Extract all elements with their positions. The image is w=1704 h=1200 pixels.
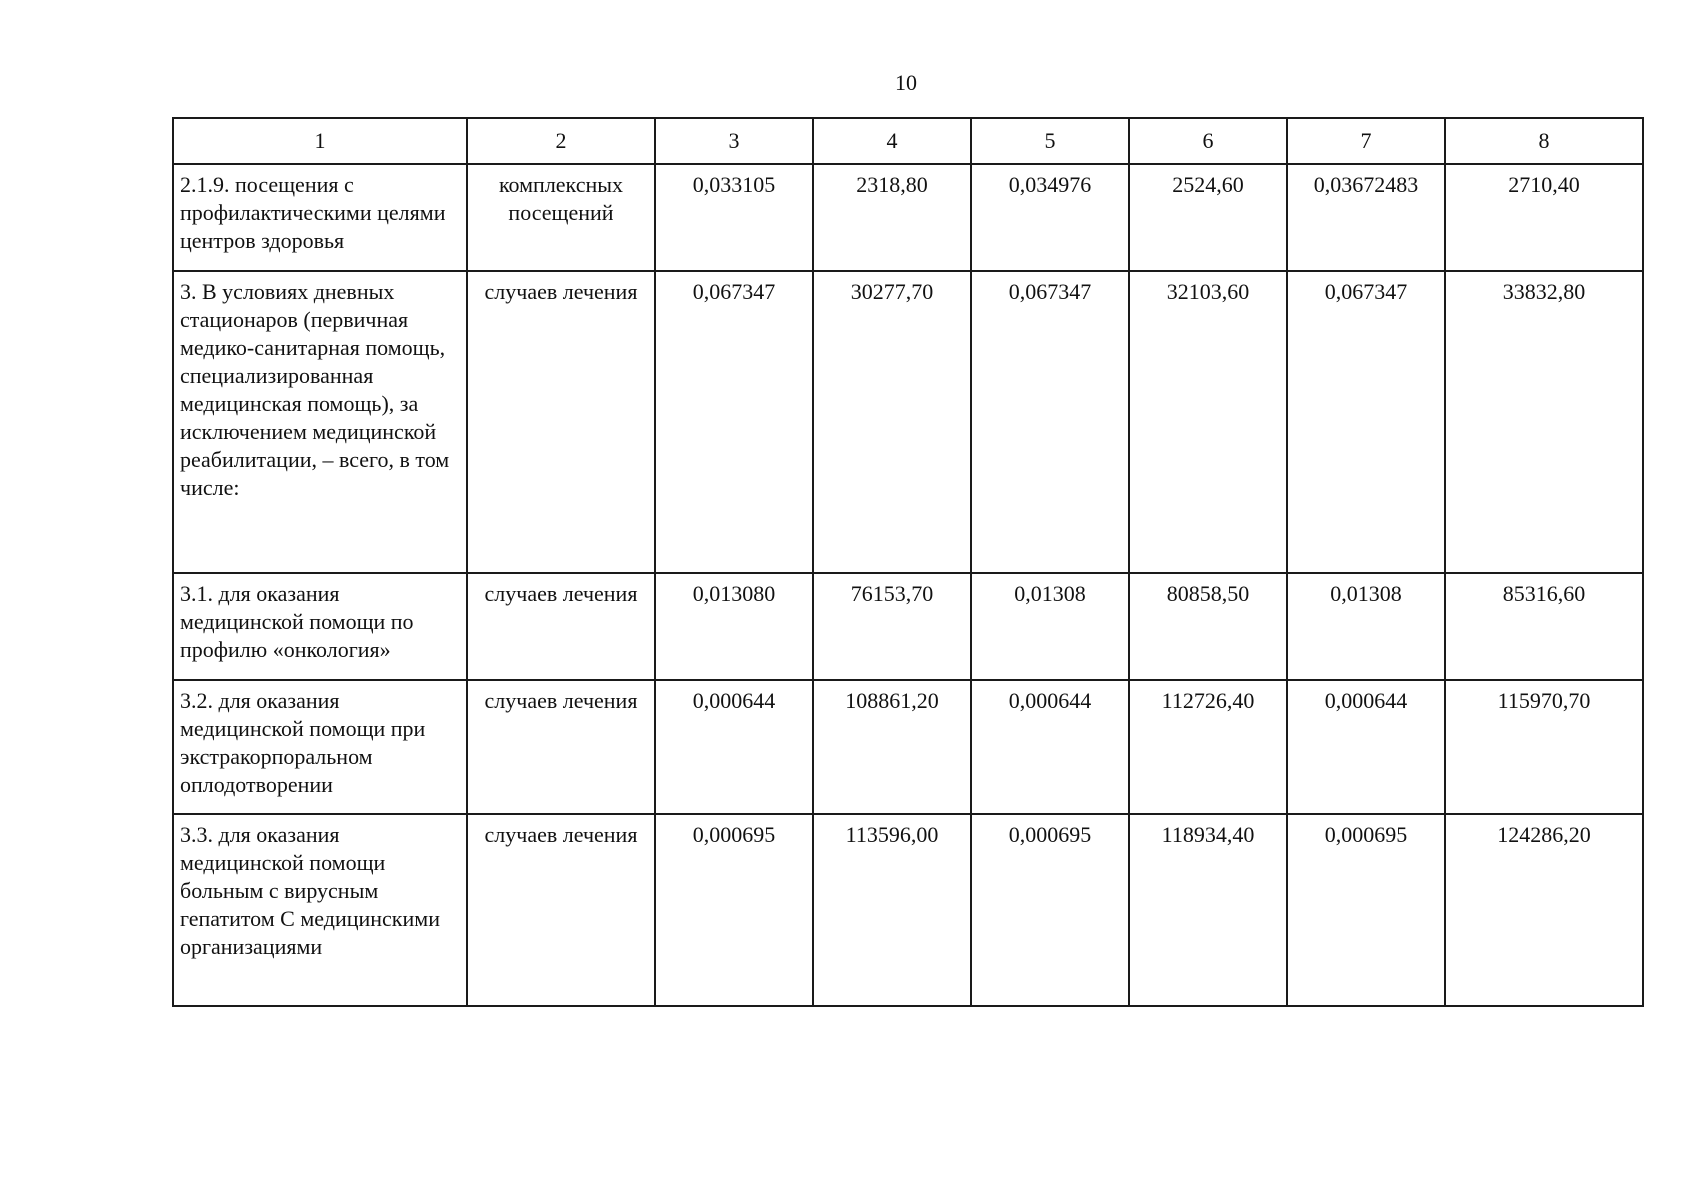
value-cell: 115970,70 xyxy=(1445,680,1643,814)
value-cell: 0,000695 xyxy=(971,814,1129,1006)
unit-cell: случаев лечения xyxy=(467,573,655,680)
value-cell: 0,000644 xyxy=(1287,680,1445,814)
row-name-cell: 3.1. для оказания медицинской помощи по профилю «онкология» xyxy=(173,573,467,680)
value-cell: 118934,40 xyxy=(1129,814,1287,1006)
value-cell: 108861,20 xyxy=(813,680,971,814)
value-cell: 2524,60 xyxy=(1129,164,1287,271)
value-cell: 0,01308 xyxy=(971,573,1129,680)
value-cell: 0,01308 xyxy=(1287,573,1445,680)
value-cell: 2710,40 xyxy=(1445,164,1643,271)
column-header: 7 xyxy=(1287,118,1445,164)
value-cell: 0,067347 xyxy=(1287,271,1445,573)
column-header: 1 xyxy=(173,118,467,164)
value-cell: 80858,50 xyxy=(1129,573,1287,680)
value-cell: 0,03672483 xyxy=(1287,164,1445,271)
column-header: 8 xyxy=(1445,118,1643,164)
value-cell: 0,034976 xyxy=(971,164,1129,271)
unit-cell: случаев лечения xyxy=(467,271,655,573)
column-header: 4 xyxy=(813,118,971,164)
column-header: 2 xyxy=(467,118,655,164)
value-cell: 124286,20 xyxy=(1445,814,1643,1006)
value-cell: 0,000695 xyxy=(1287,814,1445,1006)
value-cell: 2318,80 xyxy=(813,164,971,271)
value-cell: 0,000644 xyxy=(971,680,1129,814)
value-cell: 0,067347 xyxy=(971,271,1129,573)
unit-cell: случаев лечения xyxy=(467,814,655,1006)
table-row xyxy=(173,680,1643,814)
value-cell: 85316,60 xyxy=(1445,573,1643,680)
value-cell: 112726,40 xyxy=(1129,680,1287,814)
table-row xyxy=(173,271,1643,573)
page-number: 10 xyxy=(895,70,917,95)
table-row xyxy=(173,164,1643,271)
unit-cell: случаев лечения xyxy=(467,680,655,814)
column-header: 6 xyxy=(1129,118,1287,164)
value-cell: 0,000695 xyxy=(655,814,813,1006)
table-row xyxy=(173,573,1643,680)
value-cell: 32103,60 xyxy=(1129,271,1287,573)
row-name-cell: 3.3. для оказания медицинской помощи больным с вирусным гепатитом С медицинскими организациями xyxy=(173,814,467,1006)
value-cell: 0,000644 xyxy=(655,680,813,814)
value-cell: 30277,70 xyxy=(813,271,971,573)
table-header-row xyxy=(173,118,1643,164)
value-cell: 0,033105 xyxy=(655,164,813,271)
column-header: 3 xyxy=(655,118,813,164)
value-cell: 76153,70 xyxy=(813,573,971,680)
table-row xyxy=(173,814,1643,1006)
value-cell: 0,013080 xyxy=(655,573,813,680)
row-name-cell: 3. В условиях дневных стационаров (первичная медико-санитарная помощь, специализированная медицинская помощь), за исключением медицинской реабилитации, – всего, в том числе: xyxy=(173,271,467,573)
column-header: 5 xyxy=(971,118,1129,164)
value-cell: 0,067347 xyxy=(655,271,813,573)
data-table xyxy=(172,117,1644,1007)
value-cell: 113596,00 xyxy=(813,814,971,1006)
row-name-cell: 2.1.9. посещения с профилактическими целями центров здоровья xyxy=(173,164,467,271)
unit-cell: комплексных посещений xyxy=(467,164,655,271)
value-cell: 33832,80 xyxy=(1445,271,1643,573)
row-name-cell: 3.2. для оказания медицинской помощи при экстракорпоральном оплодотворении xyxy=(173,680,467,814)
